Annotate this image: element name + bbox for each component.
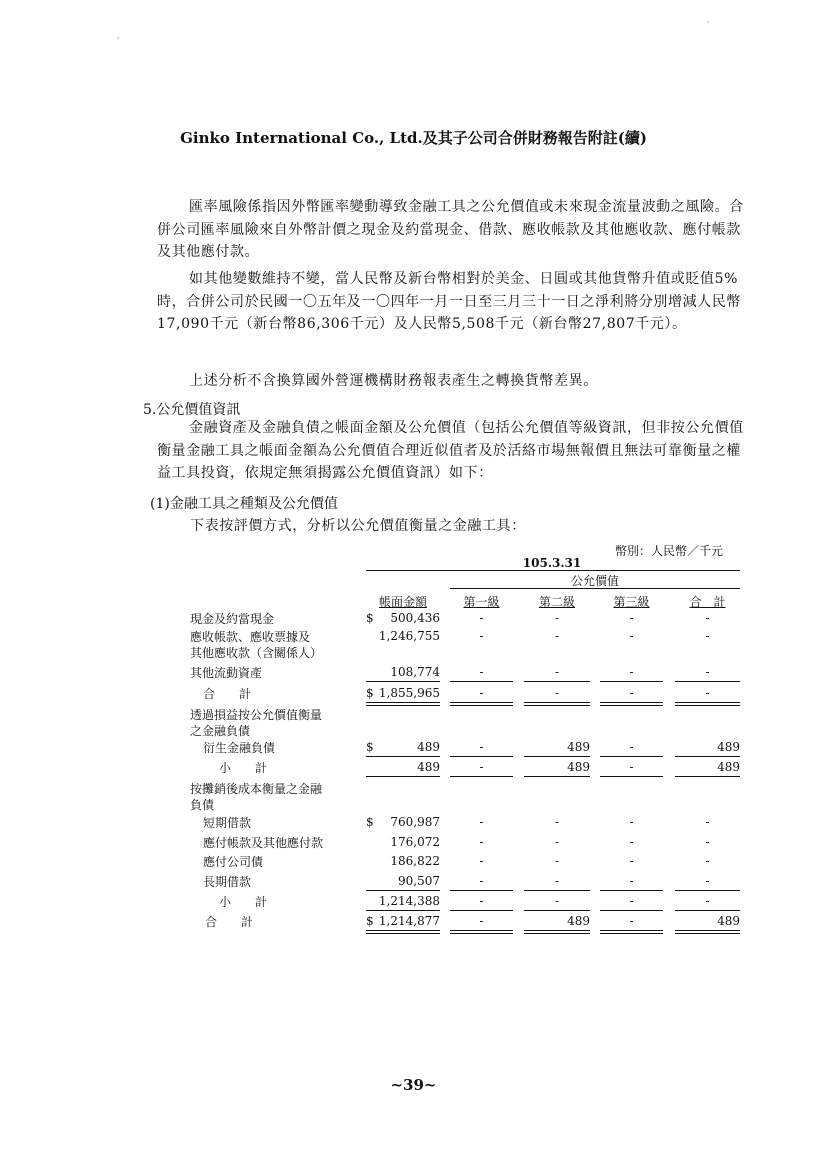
cell-l1: -: [479, 665, 484, 679]
row-label: 長期借款: [203, 875, 252, 889]
cell-l3: -: [629, 665, 634, 679]
single-rule: [675, 681, 740, 682]
subsection-heading: (1)金融工具之種類及公允價值: [150, 496, 338, 512]
cell-l3: -: [629, 835, 634, 849]
row-label: 小 計: [219, 761, 268, 775]
single-rule: [366, 910, 440, 911]
cell-l3: -: [629, 686, 634, 700]
paragraph-exclusion: 上述分析不含換算國外營運機構財務報表產生之轉換貨幣差異。: [189, 373, 598, 389]
cell-l3: -: [629, 874, 634, 888]
cell-total: -: [705, 854, 710, 868]
cell-total: -: [705, 874, 710, 888]
double-rule: [450, 930, 513, 934]
cell-l3: -: [629, 760, 634, 774]
cell-total: -: [705, 611, 710, 625]
cell-l2: -: [554, 815, 560, 829]
double-rule: [524, 702, 590, 706]
cell-l1: -: [479, 629, 484, 643]
single-rule: [366, 890, 440, 891]
double-rule: [450, 702, 513, 706]
cell-l3: -: [629, 894, 634, 908]
cell-book: 1,246,755: [378, 629, 440, 643]
row-label: 小 計: [219, 895, 268, 909]
cell-l1: -: [479, 914, 484, 928]
single-rule: [450, 890, 513, 891]
single-rule: [366, 681, 440, 682]
cell-l3: -: [629, 611, 634, 625]
scan-mark: ·: [117, 34, 120, 43]
cell-book: 1,214,388: [378, 894, 440, 908]
paragraph-fair-value: 金融資產及金融負債之帳面金額及公允價值（包括公允價值等級資訊，但非按公允價值衡量金融工具之帳面金額為公允價值合理近似值者及於活絡市場無報價且無法可靠衡量之權益工具投資，依規定無須揭露公允價值資訊）如下：: [157, 420, 744, 481]
cell-l3: -: [629, 740, 634, 754]
cell-l2: 489: [567, 740, 590, 754]
cell-l1: -: [479, 611, 484, 625]
cell-book: 186,822: [390, 854, 440, 868]
cell-book: 90,507: [398, 874, 440, 888]
cell-total: -: [705, 686, 710, 700]
cell-l2: -: [554, 835, 560, 849]
row-label: 短期借款: [203, 816, 252, 830]
cell-l1: -: [479, 835, 484, 849]
cell-l3: -: [629, 815, 634, 829]
cell-book: 108,774: [390, 665, 440, 679]
cell-l2: -: [554, 665, 560, 679]
cell-book: 500,436: [390, 611, 440, 625]
double-rule: [675, 702, 740, 706]
single-rule: [524, 910, 590, 911]
cell-total: -: [705, 835, 710, 849]
single-rule: [450, 776, 513, 777]
row-label: 應付公司債: [203, 855, 264, 869]
column-header-book: 帳面金額: [378, 595, 427, 609]
cell-book: 176,072: [390, 835, 440, 849]
single-rule: [524, 756, 590, 757]
single-rule: [450, 910, 513, 911]
cell-book: 1,855,965: [378, 686, 440, 700]
row-label: 合 計: [205, 915, 254, 929]
single-rule: [524, 890, 590, 891]
cell-total: 489: [717, 914, 740, 928]
cell-l2: -: [554, 894, 560, 908]
row-label: 其他流動資產: [190, 666, 263, 680]
paragraph-fx-risk: 匯率風險係指因外幣匯率變動導致金融工具之公允價值或未來現金流量波動之風險。合併公司匯率風險來自外幣計價之現金及約當現金、借款、應收帳款及其他應收款、應付帳款及其他應付款。: [157, 199, 744, 260]
cell-total: -: [705, 894, 710, 908]
double-rule: [366, 930, 440, 934]
cell-l2: -: [554, 686, 560, 700]
cell-l2: 489: [567, 760, 590, 774]
cell-l1: -: [479, 686, 484, 700]
cell-book: 489: [417, 740, 440, 754]
cell-l1: -: [479, 894, 484, 908]
column-header-total: 合 計: [689, 595, 726, 609]
paragraph-sensitivity: 如其他變數維持不變，當人民幣及新台幣相對於美金、日圓或其他貨幣升值或貶值5%時，合併公司於民國一〇五年及一〇四年一月一日至三月三十一日之淨利將分別增減人民幣17,090千元（新台幣86,306千元）及人民幣5,508千元（新台幣27,807千元）。: [157, 271, 741, 332]
row-label: 現金及約當現金: [190, 612, 275, 626]
double-rule: [524, 930, 590, 934]
currency-symbol: $: [366, 740, 374, 754]
single-rule: [600, 910, 663, 911]
single-rule: [450, 681, 513, 682]
cell-book: 489: [417, 760, 440, 774]
section-heading-fair-value: 5.公允價值資訊: [143, 402, 241, 418]
page-title: Ginko International Co., Ltd.及其子公司合併財務報告附註(續): [180, 129, 647, 147]
cell-total: 489: [717, 760, 740, 774]
double-rule: [600, 930, 663, 934]
currency-symbol: $: [366, 914, 374, 928]
single-rule: [366, 756, 440, 757]
cell-l1: -: [479, 854, 484, 868]
paragraph-table-intro: 下表按評價方式，分析以公允價值衡量之金融工具：: [190, 518, 526, 534]
single-rule: [524, 681, 590, 682]
column-header-level2: 第二級: [538, 595, 575, 609]
row-label: 衍生金融負債: [203, 741, 276, 755]
cell-l1: -: [479, 760, 484, 774]
currency-unit: 幣別：人民幣／千元: [615, 544, 724, 558]
column-header-level3: 第三級: [613, 595, 650, 609]
cell-l2: 489: [567, 914, 590, 928]
single-rule: [675, 910, 740, 911]
scan-mark: ·: [707, 18, 710, 27]
single-rule: [675, 776, 740, 777]
single-rule: [366, 776, 440, 777]
row-label: 合 計: [203, 687, 252, 701]
page-number: ~39~: [390, 1076, 437, 1094]
double-rule: [675, 930, 740, 934]
cell-l2: -: [554, 611, 560, 625]
double-rule: [366, 702, 440, 706]
cell-total: -: [705, 629, 710, 643]
cell-l3: -: [629, 629, 634, 643]
header-rule: [366, 570, 740, 571]
currency-symbol: $: [366, 686, 374, 700]
cell-book: 1,214,877: [378, 914, 440, 928]
cell-l3: -: [629, 854, 634, 868]
cell-l2: -: [554, 854, 560, 868]
single-rule: [675, 756, 740, 757]
single-rule: [675, 890, 740, 891]
cell-l2: -: [554, 629, 560, 643]
double-rule: [600, 702, 663, 706]
single-rule: [600, 776, 663, 777]
fair-value-header: 公允價值: [570, 574, 619, 588]
cell-book: 760,987: [390, 815, 440, 829]
row-label: 透過損益按公允價值衡量 之金融負債: [190, 708, 323, 738]
table-date: 105.3.31: [522, 556, 582, 570]
cell-total: 489: [717, 740, 740, 754]
cell-total: -: [705, 815, 710, 829]
header-rule: [450, 588, 740, 589]
single-rule: [524, 776, 590, 777]
cell-l2: -: [554, 874, 560, 888]
cell-l1: -: [479, 815, 484, 829]
currency-symbol: $: [366, 611, 374, 625]
cell-l1: -: [479, 874, 484, 888]
single-rule: [450, 756, 513, 757]
single-rule: [600, 890, 663, 891]
row-label: 按攤銷後成本衡量之金融 負債: [190, 782, 323, 812]
cell-l1: -: [479, 740, 484, 754]
single-rule: [600, 681, 663, 682]
cell-l3: -: [629, 914, 634, 928]
single-rule: [600, 756, 663, 757]
column-header-level1: 第一級: [463, 595, 500, 609]
currency-symbol: $: [366, 815, 374, 829]
cell-total: -: [705, 665, 710, 679]
row-label: 應收帳款、應收票據及 其他應收款（含關係人）: [190, 630, 323, 660]
row-label: 應付帳款及其他應付款: [203, 836, 324, 850]
